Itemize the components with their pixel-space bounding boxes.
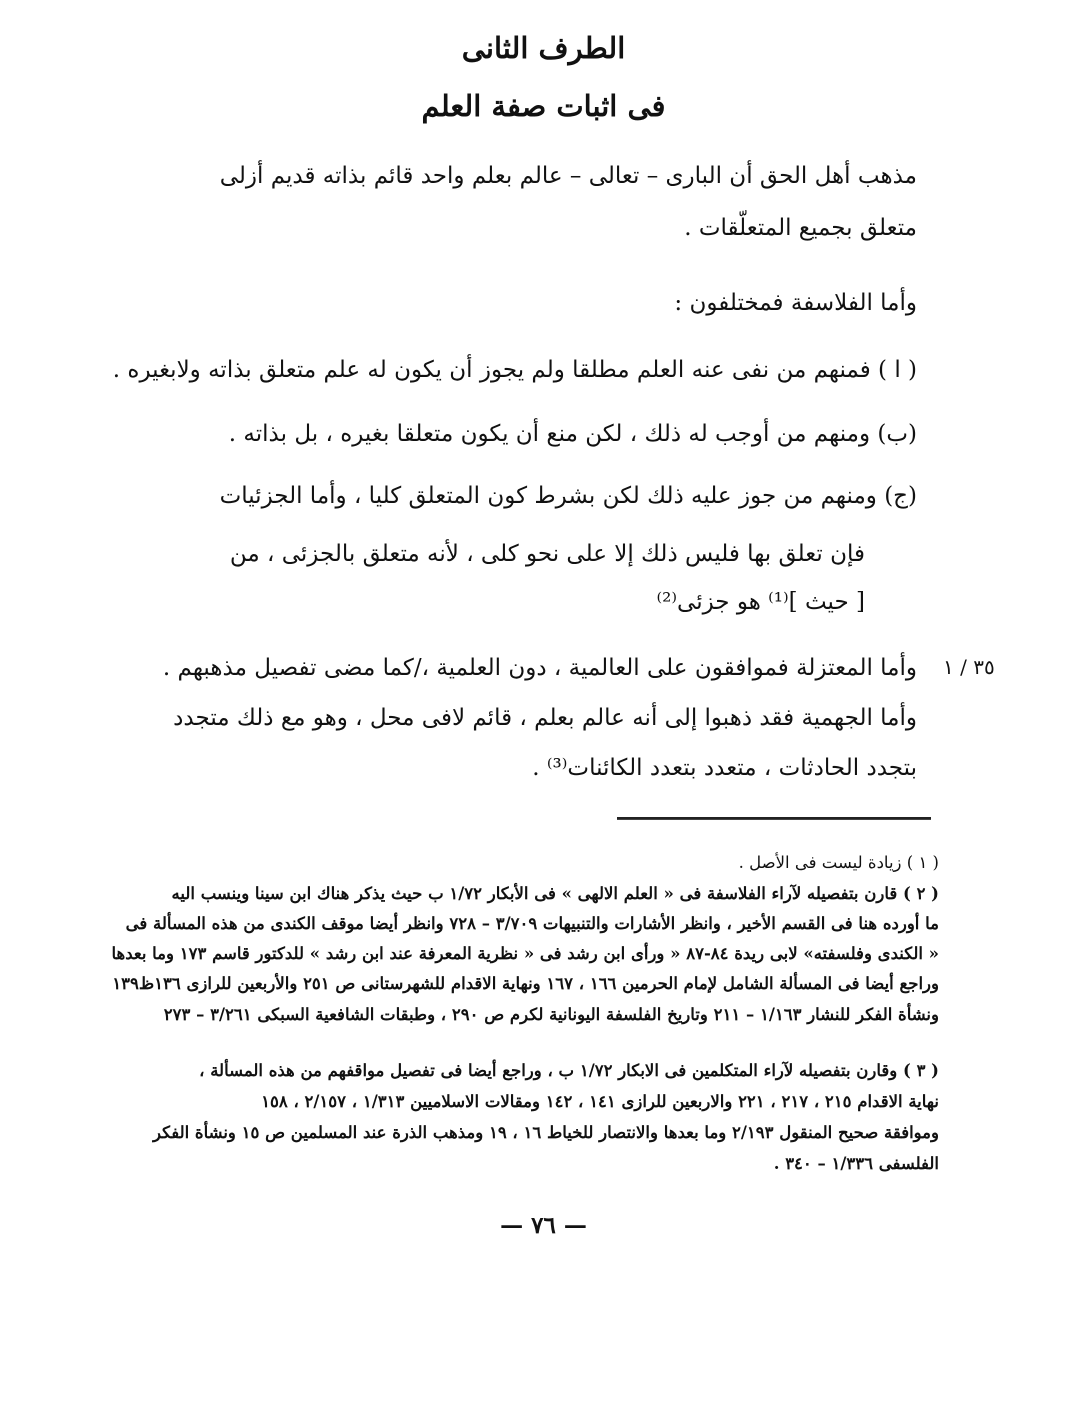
footnote-line: وراجع أيضا فى المسألة الشامل لإمام الحرمين ١٦٦ ، ١٦٧ ونهاية الاقدام للشهرستانى ص ٢٥١ والأربعين للرازى ١٣٦ظ١٣٩ xyxy=(112,974,939,993)
body-line: وأما الجهمية فقد ذهبوا إلى أنه عالم بعلم ، قائم لافى محل ، وهو مع ذلك متجدد xyxy=(173,705,917,731)
page-number: — ٧٦ — xyxy=(500,1212,587,1239)
body-line: بتجدد الحادثات ، متعدد بتعدد الكائنات⁽³⁾ . xyxy=(532,755,917,781)
footnote-line: ( ٣ ) وقارن بتفصيله لآراء المتكلمين فى الابكار ١/٧٢ ب ، وراجع أيضا فى تفصيل مواقفهم من هذه المسألة ، xyxy=(199,1061,939,1080)
body-line: فإن تعلق بها فليس ذلك إلا على نحو كلى ، لأنه متعلق بالجزئى ، من xyxy=(229,541,865,567)
footnote-line: « الكندى وفلسفته» لابى ريدة ٨٤-٨٧ « ورأى ابن رشد فى « نظرية المعرفة عند ابن رشد » للدكتور قاسم ١٧٣ وما بعدها xyxy=(111,944,939,963)
footnote-line: وموافقة صحيح المنقول ٢/١٩٣ وما بعدها والانتصار للخياط ١٦ ، ١٩ ومذهب الذرة عند المسلمين ص ١٥ ونشأة الفكر xyxy=(153,1123,939,1142)
chapter-subtitle: فى اثبات صفة العلم xyxy=(421,89,666,123)
body-line: متعلق بجميع المتعلّقات . xyxy=(684,215,917,241)
footnote-line: ما أورده هنا فى القسم الأخير ، وانظر الأشارات والتنبيهات ٣/٧٠٩ – ٧٢٨ وانظر أيضا موقف الكندى من هذه المسألة فى xyxy=(125,914,939,933)
footnote-line: الفلسفى ١/٣٣٦ – ٣٤٠ . xyxy=(773,1154,939,1173)
body-line: وأما المعتزلة فموافقون على العالمية ، دون العلمية ،/كما مضى تفصيل مذهبهم . xyxy=(162,655,917,681)
margin-folio-note: ٣٥ / ١ xyxy=(943,655,995,679)
body-line: ( ا ) فمنهم من نفى عنه العلم مطلقا ولم يجوز أن يكون له علم متعلق بذاته ولابغيره . xyxy=(112,357,917,383)
body-line: (ج) ومنهم من جوز عليه ذلك لكن بشرط كون المتعلق كليا ، وأما الجزئيات xyxy=(219,483,917,509)
body-line: وأما الفلاسفة فمختلفون : xyxy=(674,290,917,316)
footnote-line: ( ١ ) زيادة ليست فى الأصل . xyxy=(738,853,939,872)
chapter-title: الطرف الثانى xyxy=(461,31,626,65)
footnote-line: نهاية الاقدام ٢١٥ ، ٢١٧ ، ٢٢١ والاربعين للرازى ١٤١ ، ١٤٢ ومقالات الاسلاميين ١/٣١٣ ، ٢/١٥٧ ، ١٥٨ xyxy=(261,1092,939,1111)
footnote-line: ( ٢ ) قارن بتفصيله لآراء الفلاسفة فى « العلم الالهى » فى الأبكار ١/٧٢ ب حيث يذكر هناك ابن سينا وينسب اليه xyxy=(171,884,939,903)
body-line: (ب) ومنهم من أوجب له ذلك ، لكن منع أن يكون متعلقا بغيره ، بل بذاته . xyxy=(228,421,917,447)
body-line: مذهب أهل الحق أن البارى – تعالى – عالم بعلم واحد قائم بذاته قديم أزلى xyxy=(219,163,917,189)
body-line: [ حيث ]⁽¹⁾ هو جزئى⁽²⁾ xyxy=(656,589,865,615)
footnote-line: ونشأة الفكر للنشار ١/١٦٣ – ٢١١ وتاريخ الفلسفة اليونانية لكرم ص ٢٩٠ ، وطبقات الشافعية السبكى ٣/٢٦١ – ٢٧٣ xyxy=(163,1005,939,1024)
footnote-divider xyxy=(617,817,931,820)
